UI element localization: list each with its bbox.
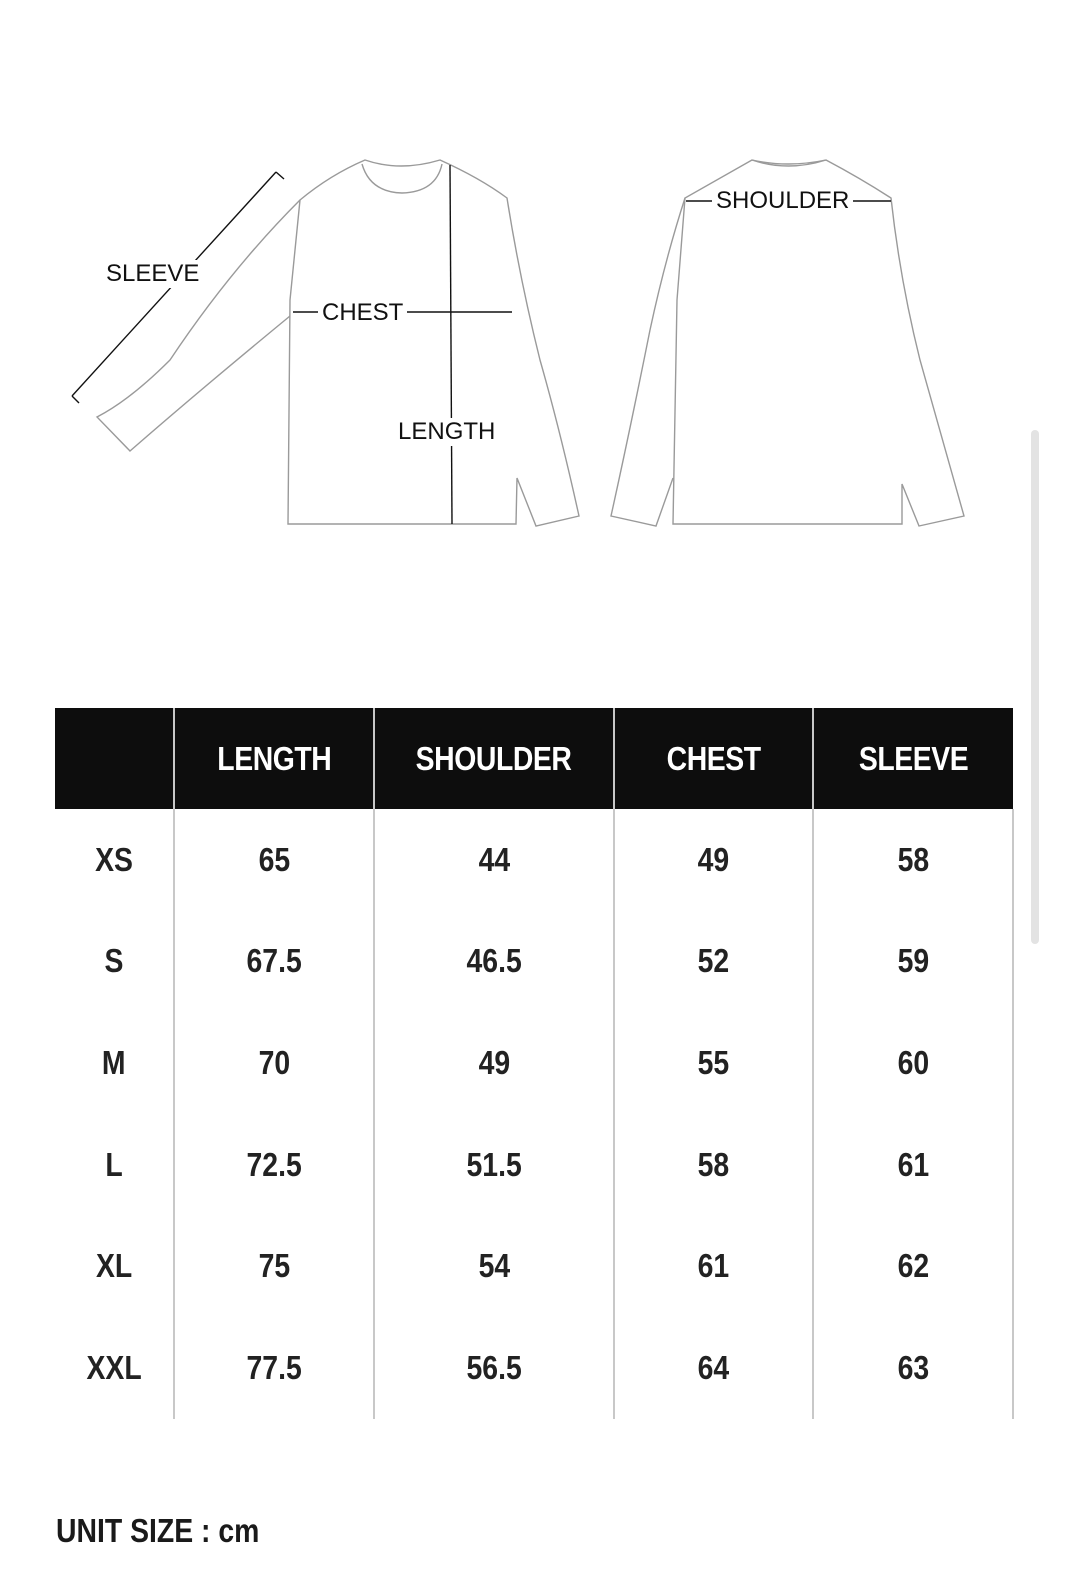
- sleeve-cell: 63: [813, 1317, 1013, 1419]
- chest-cell: 64: [614, 1317, 813, 1419]
- table-row: [55, 1317, 1013, 1419]
- size-cell: S: [104, 942, 124, 980]
- length-cell: 70: [174, 1012, 374, 1114]
- sleeve-cell: 62: [813, 1215, 1013, 1317]
- sleeve-cell: 61: [813, 1114, 1013, 1216]
- size-cell: M: [102, 1043, 126, 1081]
- table-row: [55, 911, 1013, 1013]
- measurement-diagram: [0, 0, 1079, 640]
- sleeve-cell: 59: [813, 911, 1013, 1013]
- sleeve-cell: 58: [813, 809, 1013, 911]
- table-row: [55, 1215, 1013, 1317]
- shoulder-cell: 51.5: [374, 1114, 614, 1216]
- table-row: [55, 1012, 1013, 1114]
- chest-cell: 58: [614, 1114, 813, 1216]
- header-size: [55, 708, 174, 809]
- front-measure-lines: [72, 165, 512, 524]
- shoulder-cell: 46.5: [374, 911, 614, 1013]
- header-shoulder: SHOULDER: [374, 708, 614, 809]
- shoulder-cell: 49: [374, 1012, 614, 1114]
- length-cell: 67.5: [174, 911, 374, 1013]
- chest-cell: 49: [614, 809, 813, 911]
- chest-cell: 61: [614, 1215, 813, 1317]
- sleeve-label: SLEEVE: [102, 260, 203, 288]
- table-header-row: [55, 708, 1013, 809]
- sleeve-cell: 60: [813, 1012, 1013, 1114]
- shoulder-cell: 44: [374, 809, 614, 911]
- size-cell: XXL: [86, 1348, 142, 1386]
- shoulder-cell: 56.5: [374, 1317, 614, 1419]
- shoulder-label: SHOULDER: [712, 187, 853, 215]
- header-length: LENGTH: [174, 708, 374, 809]
- unit-size-note: UNIT SIZE : cm: [56, 1512, 260, 1549]
- size-cell: XL: [95, 1247, 133, 1285]
- length-cell: 65: [174, 809, 374, 911]
- length-label: LENGTH: [394, 418, 499, 446]
- chest-cell: 52: [614, 911, 813, 1013]
- shirt-illustration: [0, 0, 1079, 640]
- length-cell: 75: [174, 1215, 374, 1317]
- chest-label: CHEST: [318, 299, 407, 327]
- header-sleeve: SLEEVE: [813, 708, 1013, 809]
- table-row: [55, 809, 1013, 911]
- size-chart-table: [55, 708, 1014, 1419]
- header-chest: CHEST: [614, 708, 813, 809]
- length-cell: 77.5: [174, 1317, 374, 1419]
- table-row: [55, 1114, 1013, 1216]
- front-shirt-outline: [97, 160, 579, 526]
- shoulder-cell: 54: [374, 1215, 614, 1317]
- size-cell: XS: [95, 840, 133, 878]
- chest-cell: 55: [614, 1012, 813, 1114]
- vertical-scrollbar[interactable]: [1031, 430, 1039, 944]
- size-cell: L: [105, 1145, 123, 1183]
- length-cell: 72.5: [174, 1114, 374, 1216]
